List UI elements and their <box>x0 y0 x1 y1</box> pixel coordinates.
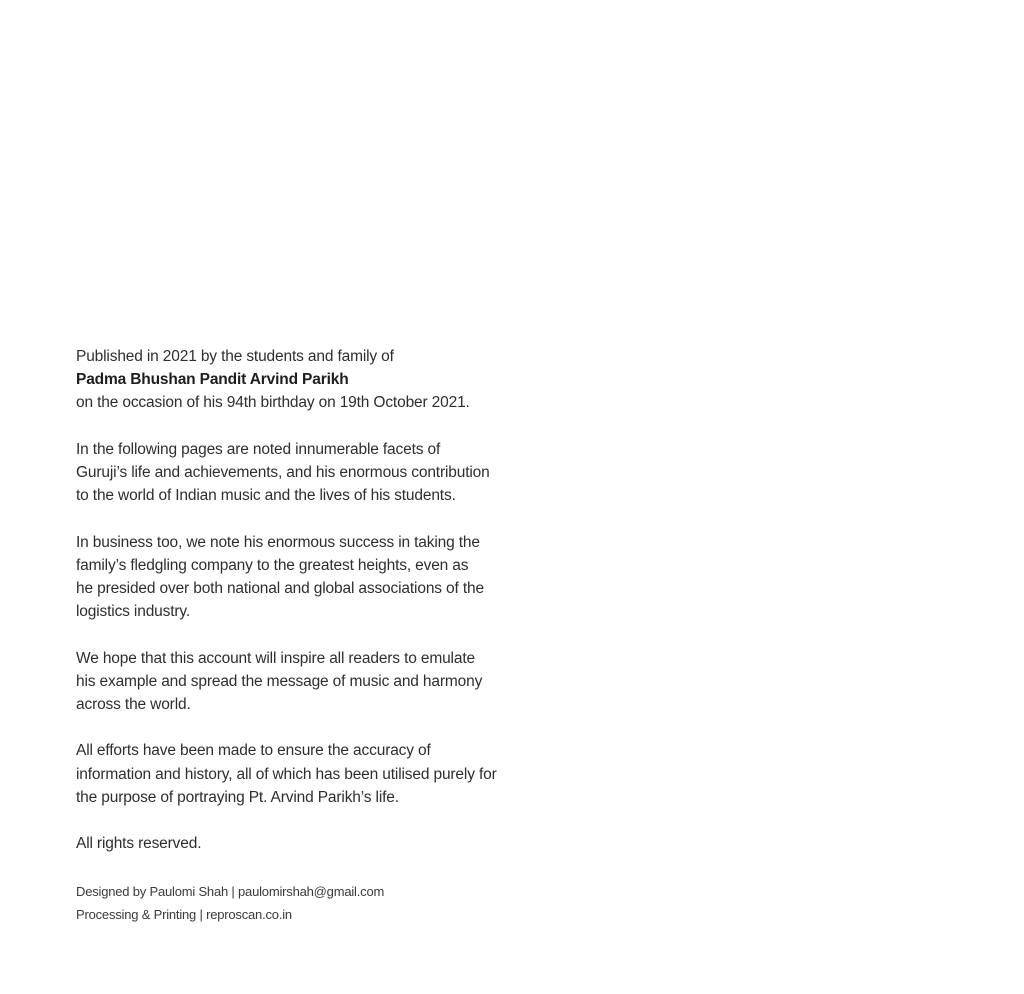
paragraph-line: to the world of Indian music and the lives of his students. <box>76 487 456 505</box>
paragraph-line: across the world. <box>76 696 191 713</box>
paragraph-line: We hope that this account will inspire all readers to emulate <box>76 649 475 667</box>
paragraph-inspiration <box>76 647 546 717</box>
paragraph-line: family’s fledgling company to the greatest heights, even as <box>76 556 469 574</box>
occasion-line: on the occasion of his 94th birthday on 19th October 2021. <box>76 394 470 412</box>
honoree-name: Padma Bhushan Pandit Arvind Parikh <box>76 371 349 389</box>
paragraph-line: information and history, all of which has been utilised purely for <box>76 765 497 783</box>
published-line: Published in 2021 by the students and family of <box>76 348 394 365</box>
paragraph-line: In the following pages are noted innumerable facets of <box>76 440 441 458</box>
designer-credit: Designed by Paulomi Shah | paulomirshah@gmail.com <box>76 884 385 899</box>
paragraph-line: his example and spread the message of music and harmony <box>76 672 483 690</box>
imprint-text <box>76 345 546 879</box>
rights-statement <box>76 832 546 855</box>
paragraph-line: the purpose of portraying Pt. Arvind Parikh’s life. <box>76 788 399 806</box>
paragraph-line: he presided over both national and global associations of the <box>76 580 484 597</box>
paragraph-line: In business too, we note his enormous success in taking the <box>76 533 480 551</box>
paragraph-accuracy <box>76 739 546 809</box>
credits-block <box>76 880 384 926</box>
paragraph-line: Guruji’s life and achievements, and his enormous contribution <box>76 464 490 481</box>
printing-credit: Processing & Printing | reproscan.co.in <box>76 907 292 922</box>
paragraph-business <box>76 531 546 624</box>
paragraph-line: All efforts have been made to ensure the accuracy of <box>76 742 431 760</box>
paragraph-contributions <box>76 438 546 508</box>
paragraph-line: logistics industry. <box>76 603 191 621</box>
publication-statement <box>76 345 546 415</box>
rights-text: All rights reserved. <box>76 835 202 853</box>
